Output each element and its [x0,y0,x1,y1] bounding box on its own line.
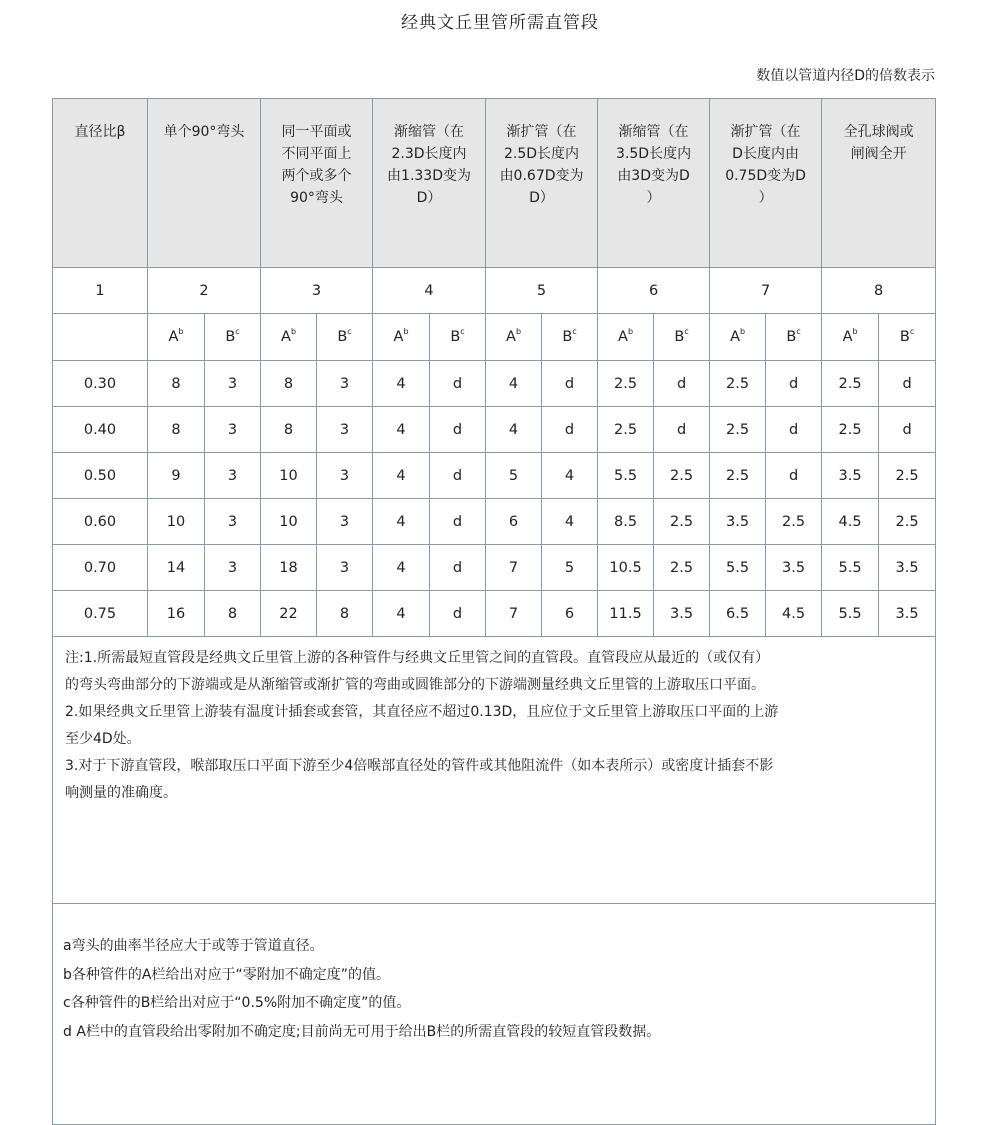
col-a-footnote-mark: b [739,327,746,336]
value-cell: 4 [373,453,430,499]
value-cell: 16 [148,591,205,637]
header-text: 两个或多个 [281,168,352,184]
col-b-label: B [674,329,685,345]
value-cell: 5 [542,545,598,591]
column-number: 3 [261,268,373,314]
col-b-header [205,314,261,361]
header-text: 3.5D长度内 [616,146,692,162]
col-b-footnote-mark: c [796,327,801,336]
value-cell: 10.5 [598,545,654,591]
col-b-label: B [562,329,573,345]
beta-cell: 0.30 [53,361,148,407]
value-cell: d [430,407,486,453]
value-cell: d [430,591,486,637]
value-cell: 2.5 [766,499,822,545]
value-cell: d [430,361,486,407]
value-cell: 4 [373,591,430,637]
header-cell [373,99,486,268]
col-b-label: B [225,329,236,345]
table-row [53,499,936,545]
col-b-header [654,314,710,361]
col-a-label: A [618,329,628,345]
header-text: ） [646,190,661,206]
value-cell: 4 [486,407,542,453]
table-row [53,591,936,637]
value-cell: 4 [542,499,598,545]
value-cell: 3 [205,499,261,545]
header-cell [261,99,373,268]
value-cell: 2.5 [822,407,879,453]
value-cell: d [766,453,822,499]
header-text: D） [529,190,554,206]
header-text: 90°弯头 [290,190,343,206]
value-cell: d [766,361,822,407]
value-cell: 6.5 [710,591,766,637]
header-text: 渐扩管（在 [730,124,801,140]
value-cell: 9 [148,453,205,499]
value-cell: 3 [317,499,373,545]
col-b-header [317,314,373,361]
blank-cell [53,314,148,361]
value-cell: 2.5 [822,361,879,407]
column-number: 5 [486,268,598,314]
value-cell: 3 [205,545,261,591]
table-row [53,407,936,453]
col-b-label: B [786,329,797,345]
value-cell: 5 [486,453,542,499]
header-text: 由3D变为D [617,168,690,184]
col-b-label: B [337,329,348,345]
value-cell: 7 [486,545,542,591]
col-a-header [261,314,317,361]
value-cell: 2.5 [879,453,936,499]
value-cell: 3.5 [879,545,936,591]
header-text: 同一平面或 [281,124,352,140]
value-cell: d [654,361,710,407]
value-cell: 4 [542,453,598,499]
value-cell: 8 [148,361,205,407]
value-cell: 2.5 [654,499,710,545]
value-cell: 8 [205,591,261,637]
col-a-footnote-mark: b [403,327,409,336]
value-cell: 5.5 [598,453,654,499]
col-b-footnote-mark: c [347,327,352,336]
value-cell: 2.5 [710,453,766,499]
value-cell: 10 [261,453,317,499]
header-cell [53,99,148,268]
value-cell: 8 [261,407,317,453]
table-row [53,545,936,591]
value-cell: 2.5 [654,545,710,591]
col-a-footnote-mark: b [852,327,858,336]
value-cell: 11.5 [598,591,654,637]
column-number: 7 [710,268,822,314]
header-text: 由0.67D变为 [499,168,584,184]
col-b-footnote-mark: c [572,327,577,336]
col-a-header [486,314,542,361]
note-line: 至少4D处。 [65,731,141,747]
value-cell: 3.5 [710,499,766,545]
note-line: 注:1.所需最短直管段是经典文丘里管上游的各种管件与经典文丘里管之间的直管段。直管段应从最近的（或仅有） [65,650,770,666]
col-b-footnote-mark: c [460,327,465,336]
note-line: 2.如果经典文丘里管上游装有温度计插套或套管，其直径应不超过0.13D，且应位于文丘里管上游取压口平面的上游 [65,704,779,720]
value-cell: 2.5 [710,407,766,453]
value-cell: 10 [148,499,205,545]
header-text: 2.5D长度内 [504,146,580,162]
value-cell: 8.5 [598,499,654,545]
value-cell: d [542,407,598,453]
value-cell: 3 [317,545,373,591]
value-cell: 3.5 [822,453,879,499]
table-row [53,453,936,499]
ab-subheader-row [53,314,936,361]
beta-cell: 0.75 [53,591,148,637]
col-a-footnote-mark: b [627,327,634,336]
header-row [53,99,936,268]
beta-cell: 0.60 [53,499,148,545]
footnotes-row [53,904,936,1125]
table-row [53,361,936,407]
header-text: D长度内由 [732,146,799,162]
col-a-header [598,314,654,361]
value-cell: 22 [261,591,317,637]
header-text: 由1.33D变为 [387,168,471,184]
value-cell: d [430,545,486,591]
col-b-footnote-mark: c [684,327,689,336]
value-cell: 2.5 [598,361,654,407]
value-cell: 6 [486,499,542,545]
footnote-line: d A栏中的直管段给出零附加不确定度;目前尚无可用于给出B栏的所需直管段的较短直管段数据。 [63,1023,661,1040]
value-cell: 2.5 [879,499,936,545]
header-text: 直径比β [74,124,126,140]
value-cell: 2.5 [654,453,710,499]
notes-row [53,637,936,904]
col-a-footnote-mark: b [515,327,522,336]
value-cell: 4 [373,545,430,591]
header-text: 全孔球阀或 [843,124,914,140]
straight-length-table [52,98,936,1125]
value-cell: 3 [317,407,373,453]
header-text: D） [416,190,442,206]
beta-cell: 0.70 [53,545,148,591]
col-b-footnote-mark: c [235,327,240,336]
footnotes-cell [53,904,936,1125]
value-cell: 8 [148,407,205,453]
col-b-header [542,314,598,361]
value-cell: 3.5 [654,591,710,637]
value-cell: d [879,407,936,453]
beta-cell: 0.50 [53,453,148,499]
note-line: 的弯头弯曲部分的下游端或是从渐缩管或渐扩管的弯曲或圆锥部分的下游端测量经典文丘里管的上游取压口平面。 [65,677,765,693]
col-a-header [148,314,205,361]
footnote-line: a弯头的曲率半径应大于或等于管道直径。 [63,938,324,954]
header-text: 闸阀全开 [850,146,907,162]
value-cell: 3 [317,453,373,499]
header-text: 单个90°弯头 [163,124,245,140]
value-cell: d [542,361,598,407]
notes-cell [53,637,936,904]
col-b-header [766,314,822,361]
value-cell: 4.5 [766,591,822,637]
value-cell: d [879,361,936,407]
value-cell: 4 [373,499,430,545]
page-title: 经典文丘里管所需直管段 [401,13,599,33]
col-a-label: A [281,329,291,345]
value-cell: 2.5 [710,361,766,407]
value-cell: 3.5 [766,545,822,591]
value-cell: 18 [261,545,317,591]
note-line: 响测量的准确度。 [65,785,177,801]
header-text: 渐扩管（在 [506,124,577,140]
header-text: ） [758,190,773,206]
value-cell: 4 [486,361,542,407]
header-cell [486,99,598,268]
value-cell: 5.5 [710,545,766,591]
header-text: 渐缩管（在 [618,124,689,140]
col-b-label: B [450,329,461,345]
col-b-header [879,314,936,361]
col-b-footnote-mark: c [909,327,915,336]
value-cell: 3 [205,407,261,453]
value-cell: 8 [317,591,373,637]
value-cell: d [430,453,486,499]
column-number: 1 [53,268,148,314]
column-number-row [53,268,936,314]
value-cell: 4.5 [822,499,879,545]
value-cell: 4 [373,407,430,453]
value-cell: 2.5 [598,407,654,453]
value-cell: 10 [261,499,317,545]
footnote-line: b各种管件的A栏给出对应于“零附加不确定度”的值。 [63,966,390,983]
column-number: 2 [148,268,261,314]
col-a-footnote-mark: b [290,327,297,336]
header-text: 不同平面上 [281,146,352,162]
value-cell: 4 [373,361,430,407]
col-b-label: B [899,329,910,345]
beta-cell: 0.40 [53,407,148,453]
unit-note: 数值以管道内径D的倍数表示 [756,68,935,84]
col-a-footnote-mark: b [178,327,184,336]
value-cell: d [430,499,486,545]
value-cell: 14 [148,545,205,591]
value-cell: 3 [317,361,373,407]
col-a-header [822,314,879,361]
col-a-label: A [842,329,853,345]
header-cell [148,99,261,268]
note-line: 3.对于下游直管段，喉部取压口平面下游至少4倍喉部直径处的管件或其他阻流件（如本表所示）或密度计插套不影 [65,758,774,774]
header-text: 0.75D变为D [725,168,806,184]
header-cell [598,99,710,268]
value-cell: 8 [261,361,317,407]
header-cell [822,99,936,268]
value-cell: 5.5 [822,591,879,637]
col-a-header [710,314,766,361]
column-number: 6 [598,268,710,314]
value-cell: 7 [486,591,542,637]
col-b-header [430,314,486,361]
col-a-header [373,314,430,361]
value-cell: 3 [205,361,261,407]
col-a-label: A [730,329,740,345]
value-cell: 3.5 [879,591,936,637]
col-a-label: A [393,329,404,345]
value-cell: d [654,407,710,453]
col-a-label: A [168,329,179,345]
value-cell: 5.5 [822,545,879,591]
header-text: 渐缩管（在 [394,124,465,140]
value-cell: d [766,407,822,453]
column-number: 8 [822,268,936,314]
column-number: 4 [373,268,486,314]
header-text: 2.3D长度内 [391,146,467,162]
value-cell: 3 [205,453,261,499]
value-cell: 6 [542,591,598,637]
col-a-label: A [506,329,516,345]
header-cell [710,99,822,268]
footnote-line: c各种管件的B栏给出对应于“0.5%附加不确定度”的值。 [63,995,411,1011]
